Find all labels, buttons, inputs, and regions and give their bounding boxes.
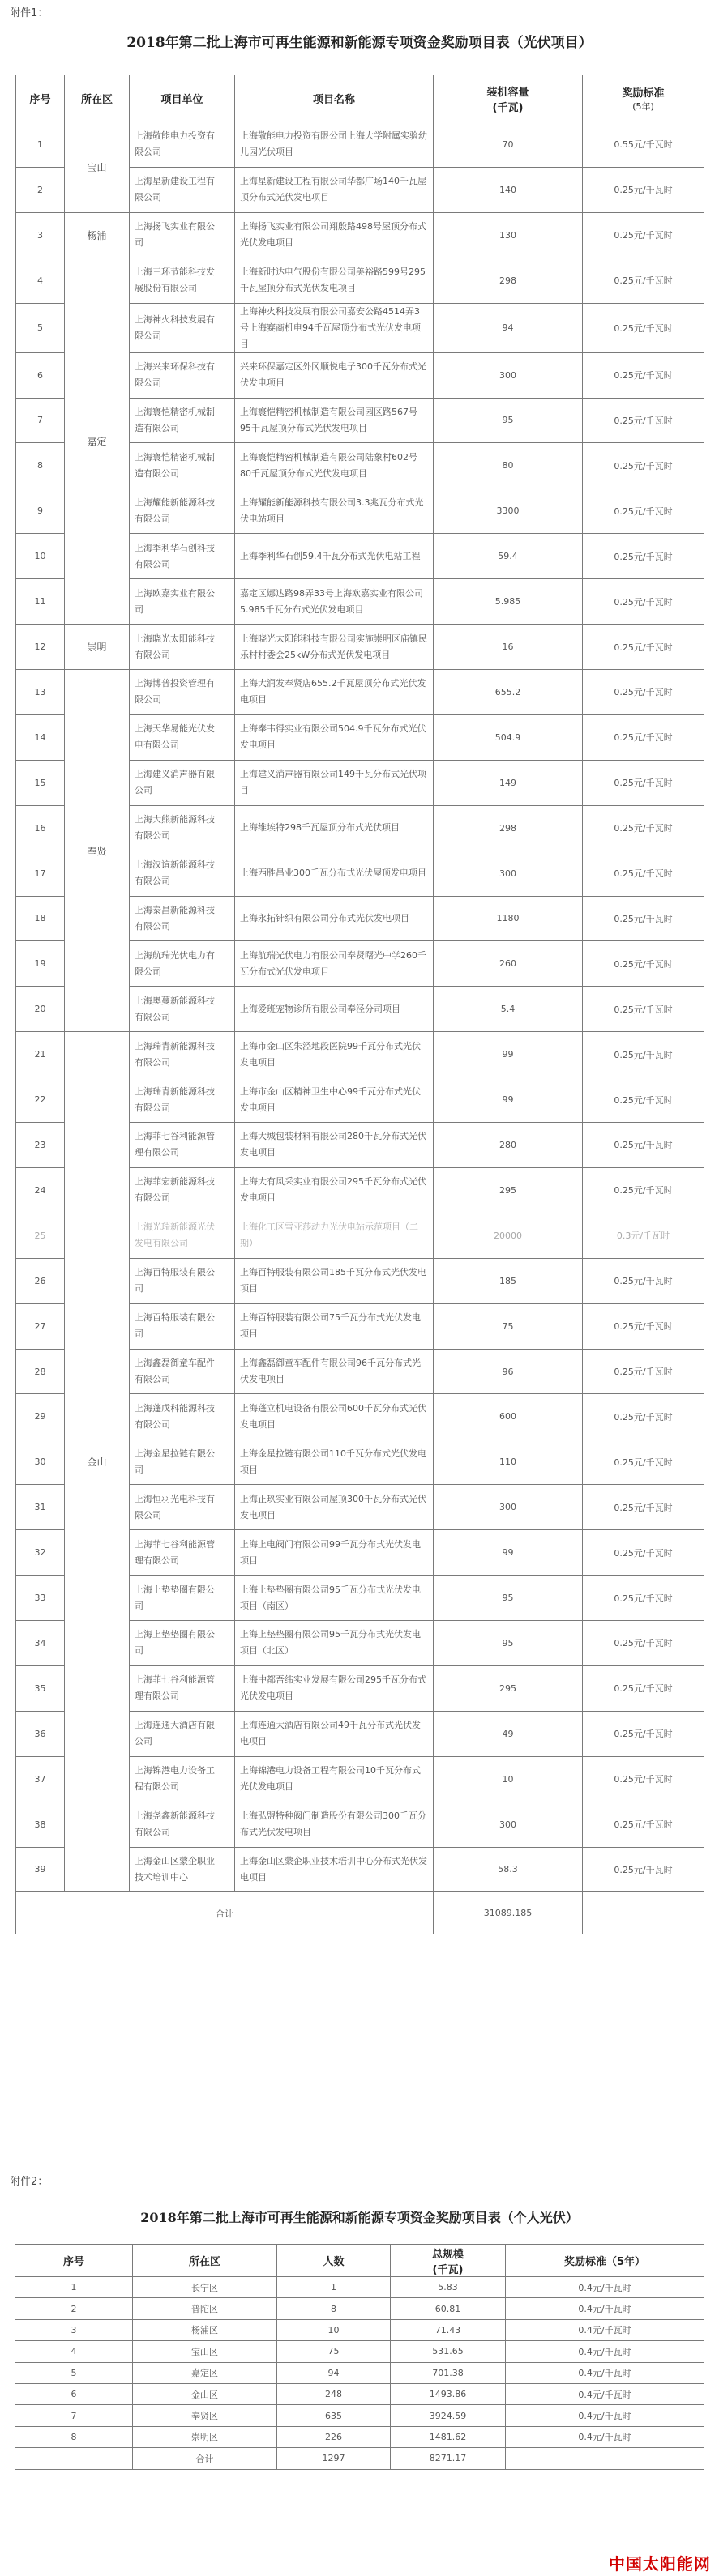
row2-no: 4 bbox=[15, 2341, 133, 2362]
row-capacity: 140 bbox=[434, 167, 583, 212]
row-unit: 上海连通大酒店有限公司 bbox=[130, 1711, 235, 1756]
row-district: 奉贤 bbox=[65, 669, 130, 1031]
total-reward-empty bbox=[583, 1892, 704, 1934]
row-capacity: 5.4 bbox=[434, 987, 583, 1032]
row-reward: 0.25元/千瓦时 bbox=[583, 760, 704, 805]
row-name: 上海蓬立机电设备有限公司600千瓦分布式光伏发电项目 bbox=[235, 1394, 434, 1439]
row-capacity: 99 bbox=[434, 1530, 583, 1576]
row-capacity: 298 bbox=[434, 805, 583, 851]
row2-no: 5 bbox=[15, 2362, 133, 2383]
row-unit: 上海光瑞新能源光伏发电有限公司 bbox=[130, 1213, 235, 1258]
row2-reward: 0.4元/千瓦时 bbox=[506, 2405, 704, 2426]
attachment2-label: 附件2： bbox=[10, 2176, 49, 2188]
header2-reward: 奖励标准（5年） bbox=[506, 2245, 704, 2277]
row-capacity: 300 bbox=[434, 1802, 583, 1847]
row-capacity: 10 bbox=[434, 1756, 583, 1802]
row2-district: 金山区 bbox=[133, 2383, 277, 2404]
row-name: 上海弘盟特种阀门制造股份有限公司300千瓦分布式光伏发电项目 bbox=[235, 1802, 434, 1847]
row-name: 上海敬能电力投资有限公司上海大学附属实验幼儿园光伏项目 bbox=[235, 122, 434, 168]
row-unit: 上海奥蔓新能源科技有限公司 bbox=[130, 987, 235, 1032]
row-no: 1 bbox=[16, 122, 65, 168]
row-no: 38 bbox=[16, 1802, 65, 1847]
row2-reward: 0.4元/千瓦时 bbox=[506, 2341, 704, 2362]
row-reward: 0.25元/千瓦时 bbox=[583, 1032, 704, 1077]
row-name: 上海航瑞光伏电力有限公司奉贤曙光中学260千瓦分布式光伏发电项目 bbox=[235, 941, 434, 987]
row-name: 上海上电阀门有限公司99千瓦分布式光伏发电项目 bbox=[235, 1530, 434, 1576]
row-name: 上海中都吾纬实业发展有限公司295千瓦分布式光伏发电项目 bbox=[235, 1665, 434, 1711]
row-reward: 0.3元/千瓦时 bbox=[583, 1213, 704, 1258]
row2-no: 8 bbox=[15, 2426, 133, 2447]
row-name: 上海扬飞实业有限公司翔殷路498号屋顶分布式光伏发电项目 bbox=[235, 212, 434, 258]
row-reward: 0.25元/千瓦时 bbox=[583, 625, 704, 670]
row-no: 15 bbox=[16, 760, 65, 805]
row-no: 37 bbox=[16, 1756, 65, 1802]
row2-count: 8 bbox=[277, 2298, 391, 2319]
header-no: 序号 bbox=[16, 75, 65, 122]
row-capacity: 504.9 bbox=[434, 714, 583, 760]
row2-count: 248 bbox=[277, 2383, 391, 2404]
total2-reward-empty bbox=[506, 2448, 704, 2469]
row-capacity: 70 bbox=[434, 122, 583, 168]
row-no: 20 bbox=[16, 987, 65, 1032]
row-name: 上海建义消声器有限公司149千瓦分布式光伏项目 bbox=[235, 760, 434, 805]
row2-count: 635 bbox=[277, 2405, 391, 2426]
row-reward: 0.25元/千瓦时 bbox=[583, 1847, 704, 1892]
table-row bbox=[16, 122, 704, 168]
header2-count: 人数 bbox=[277, 2245, 391, 2277]
row2-no: 3 bbox=[15, 2319, 133, 2340]
header2-scale-line2: (千瓦) bbox=[432, 2263, 464, 2276]
row-name: 上海新时达电气股份有限公司美裕路599号295千瓦屋顶分布式光伏发电项目 bbox=[235, 258, 434, 303]
row-name: 上海维埃特298千瓦屋顶分布式光伏项目 bbox=[235, 805, 434, 851]
row-no: 24 bbox=[16, 1167, 65, 1213]
row-reward: 0.25元/千瓦时 bbox=[583, 851, 704, 896]
row-district: 崇明 bbox=[65, 625, 130, 670]
row-capacity: 20000 bbox=[434, 1213, 583, 1258]
row-capacity: 130 bbox=[434, 212, 583, 258]
row2-district: 宝山区 bbox=[133, 2341, 277, 2362]
header-name: 项目名称 bbox=[235, 75, 434, 122]
row-unit: 上海鑫磊御童车配件有限公司 bbox=[130, 1349, 235, 1394]
row-capacity: 99 bbox=[434, 1077, 583, 1123]
row-unit: 上海上垫垫圈有限公司 bbox=[130, 1621, 235, 1666]
row-unit: 上海耀能新能源科技有限公司 bbox=[130, 488, 235, 534]
row-name: 嘉定区娜达路98弄33号上海欧嘉实业有限公司5.985千瓦分布式光伏发电项目 bbox=[235, 579, 434, 625]
row-name: 上海上垫垫圈有限公司95千瓦分布式光伏发电项目（南区） bbox=[235, 1576, 434, 1621]
row2-no: 7 bbox=[15, 2405, 133, 2426]
row-unit: 上海兴来环保科技有限公司 bbox=[130, 352, 235, 398]
total2-empty bbox=[15, 2448, 133, 2469]
total2-count: 1297 bbox=[277, 2448, 391, 2469]
table2-row bbox=[15, 2341, 704, 2362]
row-capacity: 300 bbox=[434, 851, 583, 896]
photovoltaic-project-table bbox=[15, 75, 704, 1934]
table2-header-row bbox=[15, 2245, 704, 2277]
header2-scale-line1: 总规模 bbox=[431, 2248, 464, 2261]
row2-no: 6 bbox=[15, 2383, 133, 2404]
row-capacity: 260 bbox=[434, 941, 583, 987]
row-district: 宝山 bbox=[65, 122, 130, 213]
row-reward: 0.25元/千瓦时 bbox=[583, 714, 704, 760]
row-capacity: 280 bbox=[434, 1123, 583, 1168]
attachment1-title: 2018年第二批上海市可再生能源和新能源专项资金奖励项目表（光伏项目） bbox=[126, 35, 593, 51]
row-name: 上海季利华石创59.4千瓦分布式光伏电站工程 bbox=[235, 534, 434, 579]
row-no: 3 bbox=[16, 212, 65, 258]
row-no: 14 bbox=[16, 714, 65, 760]
row-capacity: 94 bbox=[434, 303, 583, 352]
row-reward: 0.25元/千瓦时 bbox=[583, 896, 704, 941]
header-reward bbox=[583, 75, 704, 122]
row-unit: 上海晓光太阳能科技有限公司 bbox=[130, 625, 235, 670]
table-row bbox=[16, 258, 704, 303]
row-unit: 上海蓬戊科能源科技有限公司 bbox=[130, 1394, 235, 1439]
row-name: 上海晓光太阳能科技有限公司实施崇明区庙镇民乐村村委会25kW分布式光伏发电项目 bbox=[235, 625, 434, 670]
row-reward: 0.25元/千瓦时 bbox=[583, 1665, 704, 1711]
row2-count: 75 bbox=[277, 2341, 391, 2362]
row-reward: 0.25元/千瓦时 bbox=[583, 1756, 704, 1802]
attachment1-label: 附件1： bbox=[10, 7, 49, 19]
table-row bbox=[16, 212, 704, 258]
row2-scale: 3924.59 bbox=[391, 2405, 506, 2426]
row-reward: 0.25元/千瓦时 bbox=[583, 987, 704, 1032]
row-unit: 上海菲七谷利能源管理有限公司 bbox=[130, 1530, 235, 1576]
table2-row bbox=[15, 2362, 704, 2383]
row-reward: 0.25元/千瓦时 bbox=[583, 1258, 704, 1303]
attachment2-title: 2018年第二批上海市可再生能源和新能源专项资金奖励项目表（个人光伏） bbox=[140, 2210, 579, 2225]
row-unit: 上海百特服装有限公司 bbox=[130, 1258, 235, 1303]
row-unit: 上海航瑞光伏电力有限公司 bbox=[130, 941, 235, 987]
row-no: 35 bbox=[16, 1665, 65, 1711]
row-name: 上海化工区雪亚莎动力光伏电站示范项目（二期） bbox=[235, 1213, 434, 1258]
row-capacity: 5.985 bbox=[434, 579, 583, 625]
row-name: 上海市金山区朱泾地段医院99千瓦分布式光伏发电项目 bbox=[235, 1032, 434, 1077]
row2-count: 94 bbox=[277, 2362, 391, 2383]
watermark-logo: 中国太阳能网 bbox=[609, 2554, 711, 2574]
row-name: 上海市金山区精神卫生中心99千瓦分布式光伏发电项目 bbox=[235, 1077, 434, 1123]
row-unit: 上海恒羽光电科技有限公司 bbox=[130, 1485, 235, 1530]
row-district: 嘉定 bbox=[65, 258, 130, 624]
row-name: 上海耀能新能源科技有限公司3.3兆瓦分布式光伏电站项目 bbox=[235, 488, 434, 534]
row-capacity: 80 bbox=[434, 443, 583, 488]
row2-no: 1 bbox=[15, 2277, 133, 2298]
row-no: 16 bbox=[16, 805, 65, 851]
header-reward-line1: 奖励标准 bbox=[622, 87, 665, 100]
row-capacity: 1180 bbox=[434, 896, 583, 941]
row-reward: 0.25元/千瓦时 bbox=[583, 443, 704, 488]
row-unit: 上海天华易能光伏发电有限公司 bbox=[130, 714, 235, 760]
header-district: 所在区 bbox=[65, 75, 130, 122]
row-capacity: 75 bbox=[434, 1303, 583, 1349]
row-reward: 0.25元/千瓦时 bbox=[583, 534, 704, 579]
row-unit: 上海瑞青新能源科技有限公司 bbox=[130, 1077, 235, 1123]
row-name: 上海奉韦得实业有限公司504.9千瓦分布式光伏发电项目 bbox=[235, 714, 434, 760]
row-no: 34 bbox=[16, 1621, 65, 1666]
row-unit: 上海季利华石创科技有限公司 bbox=[130, 534, 235, 579]
row2-scale: 5.83 bbox=[391, 2277, 506, 2298]
row-unit: 上海泰昌新能源科技有限公司 bbox=[130, 896, 235, 941]
row-capacity: 600 bbox=[434, 1394, 583, 1439]
row2-reward: 0.4元/千瓦时 bbox=[506, 2277, 704, 2298]
row-no: 18 bbox=[16, 896, 65, 941]
row-name: 上海鑫磊御童车配件有限公司96千瓦分布式光伏发电项目 bbox=[235, 1349, 434, 1394]
row-reward: 0.25元/千瓦时 bbox=[583, 167, 704, 212]
row-capacity: 300 bbox=[434, 1485, 583, 1530]
row-no: 6 bbox=[16, 352, 65, 398]
row-no: 30 bbox=[16, 1439, 65, 1485]
table-total-row bbox=[16, 1892, 704, 1934]
table-row bbox=[16, 669, 704, 714]
row-reward: 0.25元/千瓦时 bbox=[583, 805, 704, 851]
row2-reward: 0.4元/千瓦时 bbox=[506, 2298, 704, 2319]
row-name: 上海大润发奉贤店655.2千瓦屋顶分布式光伏发电项目 bbox=[235, 669, 434, 714]
row-unit: 上海金星拉链有限公司 bbox=[130, 1439, 235, 1485]
row-reward: 0.25元/千瓦时 bbox=[583, 1303, 704, 1349]
row-name: 兴来环保嘉定区外冈顺悦电子300千瓦分布式光伏发电项目 bbox=[235, 352, 434, 398]
row-unit: 上海瑞青新能源科技有限公司 bbox=[130, 1032, 235, 1077]
row-capacity: 110 bbox=[434, 1439, 583, 1485]
row-unit: 上海菲七谷利能源管理有限公司 bbox=[130, 1665, 235, 1711]
row-reward: 0.25元/千瓦时 bbox=[583, 579, 704, 625]
row-reward: 0.55元/千瓦时 bbox=[583, 122, 704, 168]
row-unit: 上海菲宏新能源科技有限公司 bbox=[130, 1167, 235, 1213]
row2-count: 10 bbox=[277, 2319, 391, 2340]
row-unit: 上海百特服装有限公司 bbox=[130, 1303, 235, 1349]
total-label: 合计 bbox=[16, 1892, 434, 1934]
row-capacity: 95 bbox=[434, 1576, 583, 1621]
row-capacity: 95 bbox=[434, 1621, 583, 1666]
row-district: 金山 bbox=[65, 1032, 130, 1892]
row-no: 5 bbox=[16, 303, 65, 352]
row2-scale: 1481.62 bbox=[391, 2426, 506, 2447]
row-unit: 上海寰恺精密机械制造有限公司 bbox=[130, 398, 235, 443]
row-name: 上海上垫垫圈有限公司95千瓦分布式光伏发电项目（北区） bbox=[235, 1621, 434, 1666]
row-reward: 0.25元/千瓦时 bbox=[583, 1576, 704, 1621]
header-unit: 项目单位 bbox=[130, 75, 235, 122]
row-unit: 上海敬能电力投资有限公司 bbox=[130, 122, 235, 168]
row-no: 36 bbox=[16, 1711, 65, 1756]
row2-reward: 0.4元/千瓦时 bbox=[506, 2362, 704, 2383]
row2-no: 2 bbox=[15, 2298, 133, 2319]
row2-count: 1 bbox=[277, 2277, 391, 2298]
row-unit: 上海星新建设工程有限公司 bbox=[130, 167, 235, 212]
row-reward: 0.25元/千瓦时 bbox=[583, 1621, 704, 1666]
row-no: 13 bbox=[16, 669, 65, 714]
row-name: 上海大有风采实业有限公司295千瓦分布式光伏发电项目 bbox=[235, 1167, 434, 1213]
row-capacity: 298 bbox=[434, 258, 583, 303]
row-no: 32 bbox=[16, 1530, 65, 1576]
row-name: 上海金山区蒙企职业技术培训中心分布式光伏发电项目 bbox=[235, 1847, 434, 1892]
row-no: 17 bbox=[16, 851, 65, 896]
table2-row bbox=[15, 2298, 704, 2319]
row-capacity: 58.3 bbox=[434, 1847, 583, 1892]
header2-district: 所在区 bbox=[133, 2245, 277, 2277]
row-unit: 上海建义消声器有限公司 bbox=[130, 760, 235, 805]
personal-photovoltaic-table bbox=[15, 2244, 704, 2470]
header2-scale bbox=[391, 2245, 506, 2277]
row-unit: 上海尧鑫新能源科技有限公司 bbox=[130, 1802, 235, 1847]
row2-district: 奉贤区 bbox=[133, 2405, 277, 2426]
row-capacity: 16 bbox=[434, 625, 583, 670]
header-capacity bbox=[434, 75, 583, 122]
row-reward: 0.25元/千瓦时 bbox=[583, 1349, 704, 1394]
table-row bbox=[16, 1032, 704, 1077]
row-capacity: 59.4 bbox=[434, 534, 583, 579]
row-no: 27 bbox=[16, 1303, 65, 1349]
total-capacity: 31089.185 bbox=[434, 1892, 583, 1934]
row-reward: 0.25元/千瓦时 bbox=[583, 1123, 704, 1168]
row-no: 4 bbox=[16, 258, 65, 303]
row-reward: 0.25元/千瓦时 bbox=[583, 212, 704, 258]
row2-reward: 0.4元/千瓦时 bbox=[506, 2426, 704, 2447]
row-no: 29 bbox=[16, 1394, 65, 1439]
row-capacity: 185 bbox=[434, 1258, 583, 1303]
total2-label: 合计 bbox=[133, 2448, 277, 2469]
row-unit: 上海欧嘉实业有限公司 bbox=[130, 579, 235, 625]
row-name: 上海爱班宠物诊所有限公司奉泾分司项目 bbox=[235, 987, 434, 1032]
row-no: 33 bbox=[16, 1576, 65, 1621]
row-unit: 上海三环节能科技发展股份有限公司 bbox=[130, 258, 235, 303]
row-name: 上海大城包装材料有限公司280千瓦分布式光伏发电项目 bbox=[235, 1123, 434, 1168]
row-capacity: 96 bbox=[434, 1349, 583, 1394]
table2-row bbox=[15, 2383, 704, 2404]
header-capacity-line1: 装机容量 bbox=[486, 86, 529, 99]
row-capacity: 3300 bbox=[434, 488, 583, 534]
row-no: 7 bbox=[16, 398, 65, 443]
row-unit: 上海神火科技发展有限公司 bbox=[130, 303, 235, 352]
row-reward: 0.25元/千瓦时 bbox=[583, 1439, 704, 1485]
header-reward-line2: (5年) bbox=[632, 101, 654, 112]
row-reward: 0.25元/千瓦时 bbox=[583, 1394, 704, 1439]
row2-count: 226 bbox=[277, 2426, 391, 2447]
row-name: 上海金星拉链有限公司110千瓦分布式光伏发电项目 bbox=[235, 1439, 434, 1485]
total2-scale: 8271.17 bbox=[391, 2448, 506, 2469]
table2-row bbox=[15, 2405, 704, 2426]
row-reward: 0.25元/千瓦时 bbox=[583, 352, 704, 398]
row-district: 杨浦 bbox=[65, 212, 130, 258]
row-unit: 上海汉谊新能源科技有限公司 bbox=[130, 851, 235, 896]
table2-row bbox=[15, 2426, 704, 2447]
row-capacity: 295 bbox=[434, 1665, 583, 1711]
row-name: 上海锦港电力设备工程有限公司10千瓦分布式光伏发电项目 bbox=[235, 1756, 434, 1802]
table2-total-row bbox=[15, 2448, 704, 2469]
row-name: 上海永拓针织有限公司分布式光伏发电项目 bbox=[235, 896, 434, 941]
row2-district: 普陀区 bbox=[133, 2298, 277, 2319]
row-reward: 0.25元/千瓦时 bbox=[583, 1485, 704, 1530]
row2-scale: 701.38 bbox=[391, 2362, 506, 2383]
row-capacity: 295 bbox=[434, 1167, 583, 1213]
row-no: 26 bbox=[16, 1258, 65, 1303]
row-reward: 0.25元/千瓦时 bbox=[583, 1711, 704, 1756]
table2-row bbox=[15, 2319, 704, 2340]
row-unit: 上海大熊新能源科技有限公司 bbox=[130, 805, 235, 851]
row-no: 31 bbox=[16, 1485, 65, 1530]
row-unit: 上海寰恺精密机械制造有限公司 bbox=[130, 443, 235, 488]
table-row bbox=[16, 625, 704, 670]
row2-district: 长宁区 bbox=[133, 2277, 277, 2298]
row-reward: 0.25元/千瓦时 bbox=[583, 669, 704, 714]
row-reward: 0.25元/千瓦时 bbox=[583, 258, 704, 303]
row-name: 上海百特服装有限公司75千瓦分布式光伏发电项目 bbox=[235, 1303, 434, 1349]
row-capacity: 95 bbox=[434, 398, 583, 443]
row2-district: 嘉定区 bbox=[133, 2362, 277, 2383]
row-reward: 0.25元/千瓦时 bbox=[583, 941, 704, 987]
table-header-row bbox=[16, 75, 704, 122]
row-no: 23 bbox=[16, 1123, 65, 1168]
row-name: 上海星新建设工程有限公司华都广场140千瓦屋顶分布式光伏发电项目 bbox=[235, 167, 434, 212]
row-name: 上海西胜昌业300千瓦分布式光伏屋顶发电项目 bbox=[235, 851, 434, 896]
row-reward: 0.25元/千瓦时 bbox=[583, 1802, 704, 1847]
row2-scale: 60.81 bbox=[391, 2298, 506, 2319]
row-capacity: 99 bbox=[434, 1032, 583, 1077]
row2-reward: 0.4元/千瓦时 bbox=[506, 2319, 704, 2340]
row2-reward: 0.4元/千瓦时 bbox=[506, 2383, 704, 2404]
row2-scale: 1493.86 bbox=[391, 2383, 506, 2404]
row-no: 19 bbox=[16, 941, 65, 987]
row-no: 10 bbox=[16, 534, 65, 579]
row2-district: 杨浦区 bbox=[133, 2319, 277, 2340]
row-no: 21 bbox=[16, 1032, 65, 1077]
row-no: 22 bbox=[16, 1077, 65, 1123]
row2-district: 崇明区 bbox=[133, 2426, 277, 2447]
row2-scale: 71.43 bbox=[391, 2319, 506, 2340]
row-reward: 0.25元/千瓦时 bbox=[583, 398, 704, 443]
row-reward: 0.25元/千瓦时 bbox=[583, 1077, 704, 1123]
row-name: 上海连通大酒店有限公司49千瓦分布式光伏发电项目 bbox=[235, 1711, 434, 1756]
row-reward: 0.25元/千瓦时 bbox=[583, 1530, 704, 1576]
row-name: 上海寰恺精密机械制造有限公司园区路567号95千瓦屋顶分布式光伏发电项目 bbox=[235, 398, 434, 443]
row-reward: 0.25元/千瓦时 bbox=[583, 303, 704, 352]
row-unit: 上海博普投资管理有限公司 bbox=[130, 669, 235, 714]
row-name: 上海神火科技发展有限公司嘉安公路4514弄3号上海赛商机电94千瓦屋顶分布式光伏发电项目 bbox=[235, 303, 434, 352]
row-capacity: 300 bbox=[434, 352, 583, 398]
row-unit: 上海上垫垫圈有限公司 bbox=[130, 1576, 235, 1621]
row-name: 上海正玖实业有限公司屋顶300千瓦分布式光伏发电项目 bbox=[235, 1485, 434, 1530]
row-unit: 上海锦港电力设备工程有限公司 bbox=[130, 1756, 235, 1802]
row-reward: 0.25元/千瓦时 bbox=[583, 1167, 704, 1213]
row-name: 上海寰恺精密机械制造有限公司陆象村602号80千瓦屋顶分布式光伏发电项目 bbox=[235, 443, 434, 488]
row-no: 12 bbox=[16, 625, 65, 670]
row-no: 28 bbox=[16, 1349, 65, 1394]
row-unit: 上海扬飞实业有限公司 bbox=[130, 212, 235, 258]
row-capacity: 149 bbox=[434, 760, 583, 805]
row-no: 2 bbox=[16, 167, 65, 212]
header-capacity-line2: (千瓦) bbox=[492, 101, 524, 114]
row-no: 39 bbox=[16, 1847, 65, 1892]
table2-row bbox=[15, 2277, 704, 2298]
row-capacity: 49 bbox=[434, 1711, 583, 1756]
row-unit: 上海菲七谷利能源管理有限公司 bbox=[130, 1123, 235, 1168]
row-name: 上海百特服装有限公司185千瓦分布式光伏发电项目 bbox=[235, 1258, 434, 1303]
row-unit: 上海金山区蒙企职业技术培训中心 bbox=[130, 1847, 235, 1892]
row-capacity: 655.2 bbox=[434, 669, 583, 714]
header2-no: 序号 bbox=[15, 2245, 133, 2277]
row2-scale: 531.65 bbox=[391, 2341, 506, 2362]
row-no: 9 bbox=[16, 488, 65, 534]
row-reward: 0.25元/千瓦时 bbox=[583, 488, 704, 534]
row-no: 11 bbox=[16, 579, 65, 625]
row-no: 8 bbox=[16, 443, 65, 488]
row-no: 25 bbox=[16, 1213, 65, 1258]
